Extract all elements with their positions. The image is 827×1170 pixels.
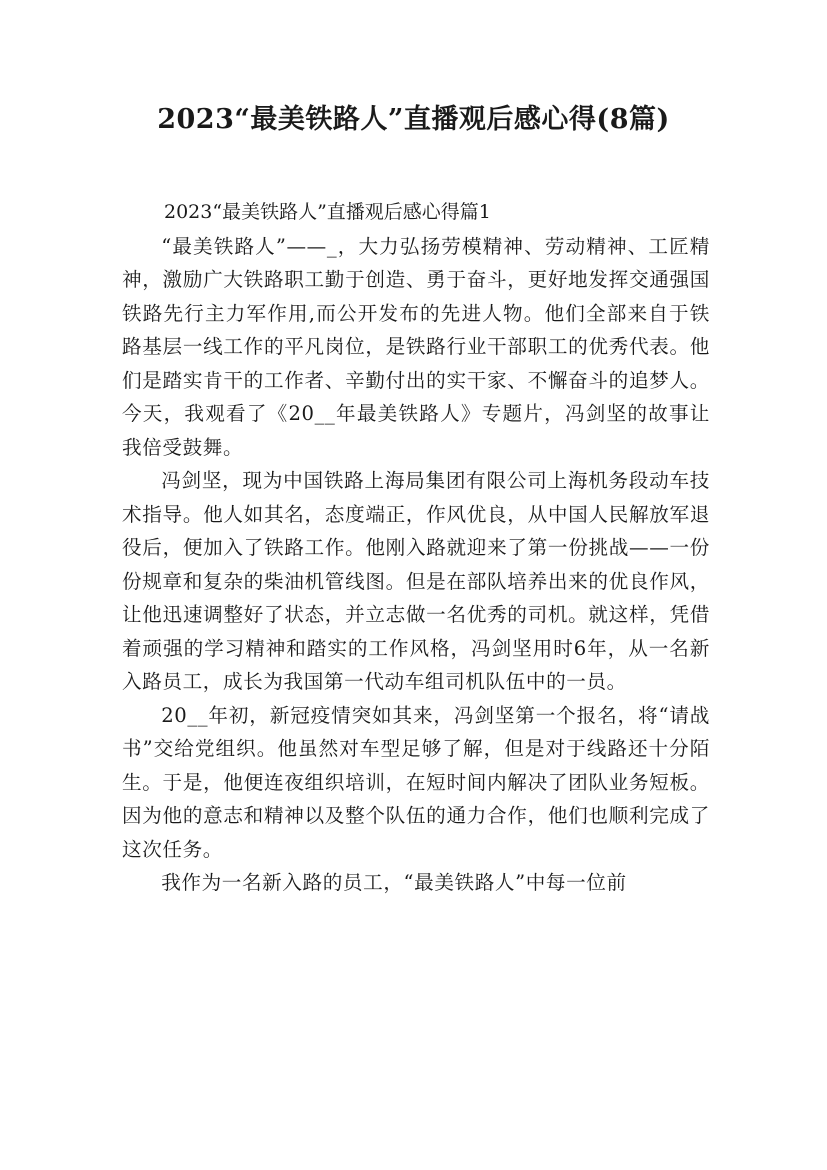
paragraph-1: “最美铁路人”——_，大力弘扬劳模精神、劳动精神、工匠精神，激励广大铁路职工勤于创造、勇于奋斗，更好地发挥交通强国铁路先行主力军作用,而公开发布的先进人物。他们全部来自于铁路基层一线工作的平凡岗位，是铁路行业干部职工的优秀代表。他们是踏实肯干的工作者、辛勤付出的实干家、不懈奋斗的追梦人。今天，我观看了《20__年最美铁路人》专题片，冯剑坚的故事让我倍受鼓舞。 [122,234,710,459]
document-body [122,196,710,900]
paragraph-2: 冯剑坚，现为中国铁路上海局集团有限公司上海机务段动车技术指导。他人如其名，态度端正，作风优良，从中国人民解放军退役后，便加入了铁路工作。他刚入路就迎来了第一份挑战——一份份规章和复杂的柴油机管线图。但是在部队培养出来的优良作风，让他迅速调整好了状态，并立志做一名优秀的司机。就这样，凭借着顽强的学习精神和踏实的工作风格，冯剑坚用时6年，从一名新入路员工，成长为我国第一代动车组司机队伍中的一员。 [122,469,710,693]
paragraph-4: 我作为一名新入路的员工，“最美铁路人”中每一位前 [161,871,627,894]
paragraph-3: 20__年初，新冠疫情突如其来，冯剑坚第一个报名，将“请战书”交给党组织。他虽然对车型足够了解，但是对于线路还十分陌生。于是，他便连夜组织培训，在短时间内解决了团队业务短板。因为他的意志和精神以及整个队伍的通力合作，他们也顺利完成了这次任务。 [122,703,710,861]
document-title: 2023“最美铁路人”直播观后感心得(8篇) [157,104,670,135]
section-heading: 2023“最美铁路人”直播观后感心得篇1 [164,201,491,223]
